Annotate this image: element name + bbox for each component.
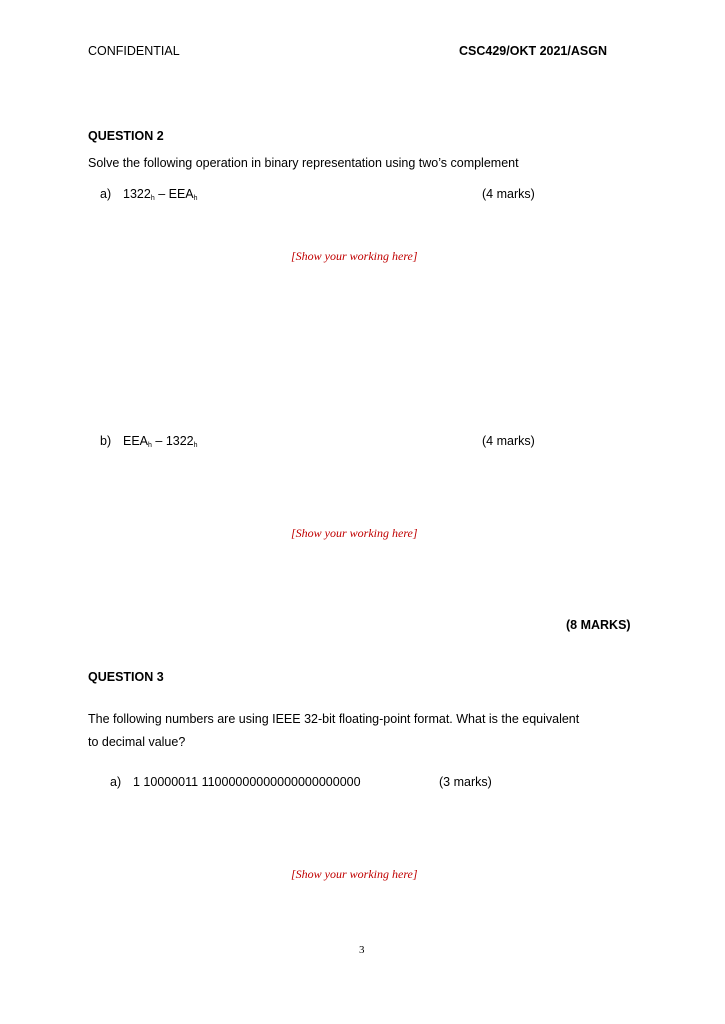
operand: EEA [168, 187, 194, 201]
page-number: 3 [359, 944, 365, 956]
subscript: h [150, 195, 155, 202]
question-3-instruction-line1: The following numbers are using IEEE 32-bit floating-point format. What is the equivalent [88, 712, 580, 726]
subscript: h [148, 442, 152, 449]
question-2b-working-placeholder: [Show your working here] [291, 526, 418, 540]
header-left: CONFIDENTIAL [88, 44, 180, 58]
question-2b-label: b) [100, 434, 112, 448]
operator: – [154, 187, 169, 201]
question-3a-label: a) [110, 775, 122, 789]
question-2-title: QUESTION 2 [88, 129, 164, 143]
question-3-title: QUESTION 3 [88, 670, 164, 684]
question-2a-working-placeholder: [Show your working here] [291, 249, 418, 263]
header-right: CSC429/OKT 2021/ASGN [459, 44, 607, 58]
question-2-total-marks: (8 MARKS) [566, 618, 631, 632]
question-2a-expression [123, 187, 198, 202]
operand: EEA [123, 434, 149, 448]
subscript: h [193, 442, 198, 449]
question-2-instruction: Solve the following operation in binary representation using two’s complement [88, 156, 519, 170]
subscript: h [193, 195, 198, 202]
question-3a-marks: (3 marks) [439, 775, 492, 789]
operand: 1322 [165, 434, 194, 448]
question-2a-label: a) [100, 187, 112, 201]
question-3a-value: 1 10000011 11000000000000000000000 [133, 775, 361, 789]
question-2a-marks: (4 marks) [482, 187, 535, 201]
question-3a-working-placeholder: [Show your working here] [291, 867, 418, 881]
question-2b-expression [123, 434, 198, 449]
question-2b-marks: (4 marks) [482, 434, 535, 448]
operator: – [151, 434, 166, 448]
operand: 1322 [123, 187, 151, 201]
question-3-instruction-line2: to decimal value? [88, 735, 186, 749]
